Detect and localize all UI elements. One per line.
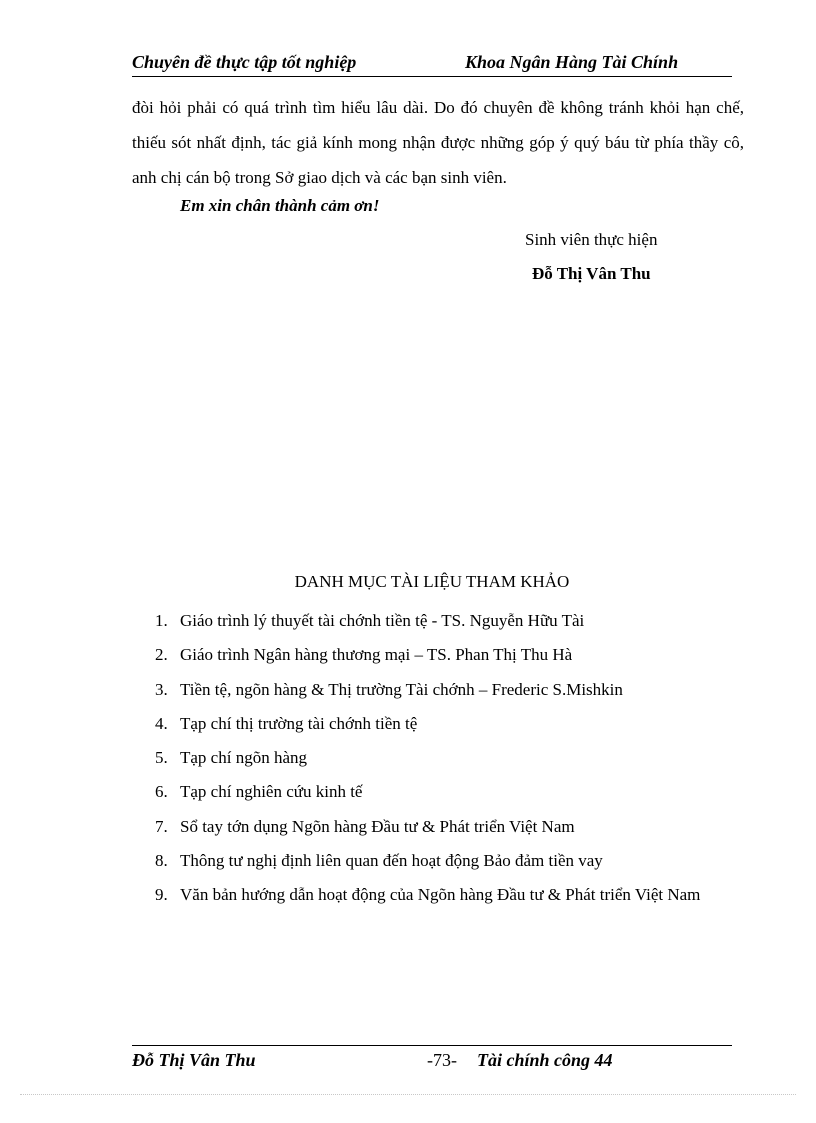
page-header xyxy=(132,52,732,77)
page-edge-divider xyxy=(20,1094,796,1095)
reference-text: Tạp chí nghiên cứu kinh tế xyxy=(180,782,363,802)
reference-number: 8. xyxy=(155,851,168,871)
signer-role: Sinh viên thực hiện xyxy=(525,230,658,249)
reference-item xyxy=(155,810,735,844)
reference-item xyxy=(155,604,735,638)
reference-text: Giáo trình lý thuyết tài chớnh tiền tệ - TS. Nguyễn Hữu Tài xyxy=(180,611,585,630)
reference-item xyxy=(155,775,735,809)
reference-number: 9. xyxy=(155,885,168,905)
reference-text: Thông tư nghị định liên quan đến hoạt động Bảo đảm tiền vay xyxy=(180,851,603,871)
signer-name: Đỗ Thị Vân Thu xyxy=(532,264,651,283)
reference-item xyxy=(155,844,735,878)
reference-text: Giáo trình Ngân hàng thương mại – TS. Phan Thị Thu Hà xyxy=(180,645,573,665)
reference-number: 4. xyxy=(155,713,168,733)
reference-item xyxy=(155,673,735,707)
reference-number: 7. xyxy=(155,816,168,836)
reference-text: Sổ tay tớn dụng Ngõn hàng Đầu tư & Phát triển Việt Nam xyxy=(180,816,575,836)
page-number: -73- xyxy=(427,1050,457,1070)
thanks-line: Em xin chân thành cảm ơn! xyxy=(180,196,380,215)
reference-number: 1. xyxy=(155,611,168,630)
reference-text: Tạp chí ngõn hàng xyxy=(180,748,307,768)
page-footer xyxy=(132,1045,732,1076)
reference-number: 5. xyxy=(155,748,168,768)
reference-number: 3. xyxy=(155,679,168,699)
reference-item xyxy=(155,878,735,912)
reference-item xyxy=(155,638,735,672)
reference-item xyxy=(155,741,735,775)
reference-text: Tạp chí thị trường tài chớnh tiền tệ xyxy=(180,713,418,733)
reference-item xyxy=(155,707,735,741)
footer-class-name: Tài chính công 44 xyxy=(477,1050,613,1070)
header-faculty: Khoa Ngân Hàng Tài Chính xyxy=(465,52,679,72)
header-course-title: Chuyên đề thực tập tốt nghiệp xyxy=(132,52,357,72)
closing-paragraph: đòi hỏi phải có quá trình tìm hiểu lâu dài. Do đó chuyên đề không tránh khỏi hạn chế, thiếu sót nhất định, tác giả kính mong nhận được những góp ý quý báu từ phía thầy cô, anh chị cán bộ trong Sở giao dịch và các bạn sinh viên. xyxy=(132,98,744,187)
references-list xyxy=(155,604,735,913)
references-title: DANH MỤC TÀI LIỆU THAM KHẢO xyxy=(294,572,570,591)
reference-text: Tiền tệ, ngõn hàng & Thị trường Tài chớnh – Frederic S.Mishkin xyxy=(180,679,623,699)
reference-number: 2. xyxy=(155,645,168,665)
reference-text: Văn bản hướng dẫn hoạt động của Ngõn hàng Đầu tư & Phát triển Việt Nam xyxy=(180,885,701,905)
reference-number: 6. xyxy=(155,782,168,802)
footer-author: Đỗ Thị Vân Thu xyxy=(132,1050,256,1070)
